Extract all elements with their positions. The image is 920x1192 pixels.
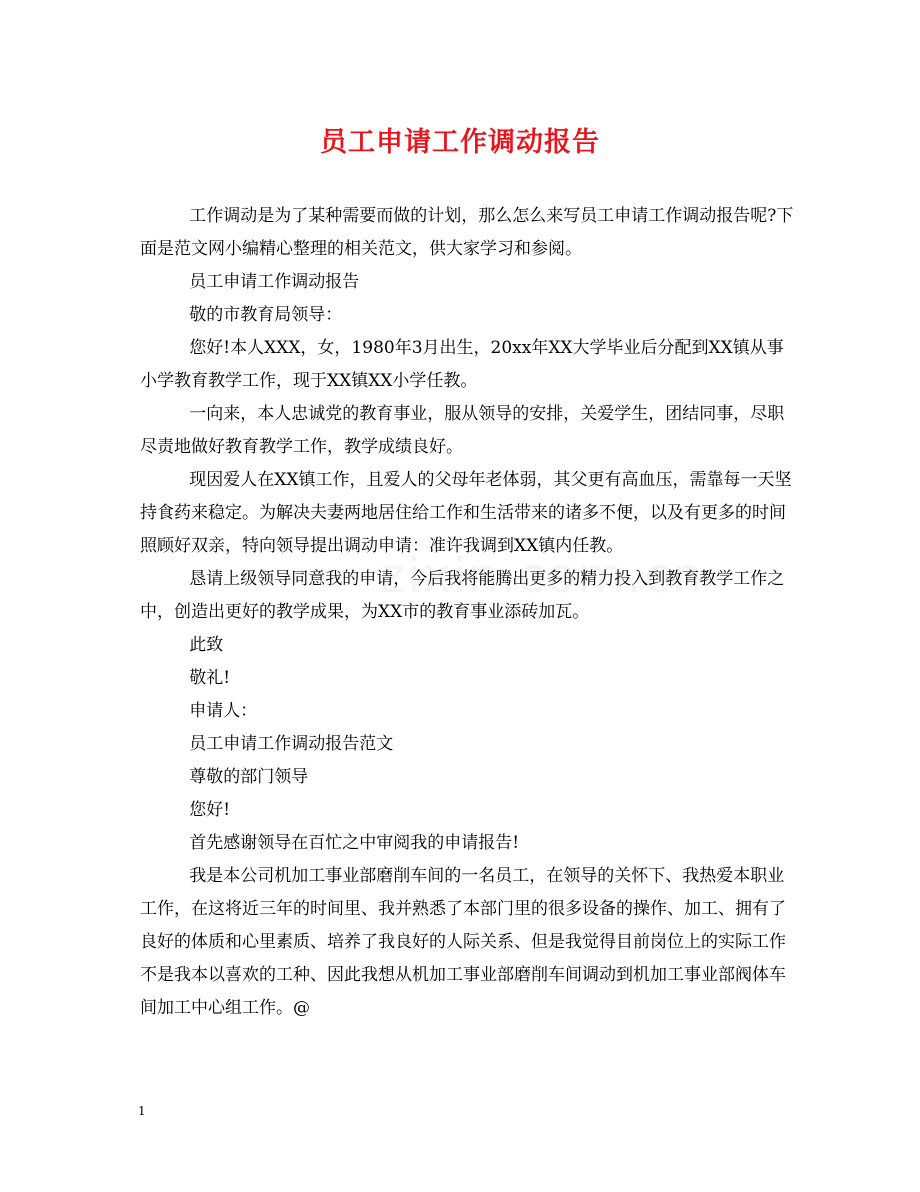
document-body <box>140 200 800 1025</box>
paragraph-reason: 现因爱人在XX镇工作，且爱人的父母年老体弱，其父更有高血压，需靠每一天坚持食药来稳定。为解决夫妻两地居住给工作和生活带来的诸多不便，以及有更多的时间照顾好双亲，特向领导提出调动申请：准许我调到XX镇内任教。 <box>140 470 792 556</box>
paragraph-loyalty: 一向来，本人忠诚党的教育事业，服从领导的安排，关爱学生，团结同事，尽职尽责地做好教育教学工作，教学成绩良好。 <box>140 404 785 457</box>
paragraph-salutation: 敬的市教育局领导： <box>189 305 343 325</box>
paragraph-intro: 工作调动是为了某种需要而做的计划，那么怎么来写员工申请工作调动报告呢?下面是范文网小编精心整理的相关范文，供大家学习和参阅。 <box>140 206 794 259</box>
paragraph-thanks: 首先感谢领导在百忙之中审阅我的申请报告! <box>189 833 520 853</box>
paragraph-closing: 此致 <box>189 635 224 655</box>
page-number: 1 <box>138 1104 146 1118</box>
paragraph-greeting-self: 您好!本人XXX，女，1980年3月出生，20xx年XX大学毕业后分配到XX镇从事小学教育教学工作，现于XX镇XX小学任教。 <box>140 338 784 391</box>
paragraph-body: 我是本公司机加工事业部磨削车间的一名员工，在领导的关怀下、我热爱本职业工作，在这将近三年的时间里、我并熟悉了本部门里的很多设备的操作、加工、拥有了良好的体质和心里素质、培养了我良好的人际关系、但是我觉得目前岗位上的实际工作不是我本以喜欢的工种、因此我想从机加工事业部磨削车间调动到机加工事业部阀体车间加工中心组工作。@ <box>140 866 786 1018</box>
document-title: 员工申请工作调动报告 <box>320 127 600 158</box>
paragraph-sample-title: 员工申请工作调动报告范文 <box>189 734 394 754</box>
paragraph-dept-salutation: 尊敬的部门领导 <box>189 767 309 787</box>
paragraph-regards: 敬礼! <box>189 668 231 688</box>
paragraph-subtitle: 员工申请工作调动报告 <box>189 272 360 292</box>
paragraph-applicant: 申请人： <box>189 701 258 721</box>
paragraph-request: 恳请上级领导同意我的申请，今后我将能腾出更多的精力投入到教育教学工作之中，创造出更好的教学成果，为XX市的教育事业添砖加瓦。 <box>140 569 785 622</box>
paragraph-hello: 您好! <box>189 800 231 820</box>
